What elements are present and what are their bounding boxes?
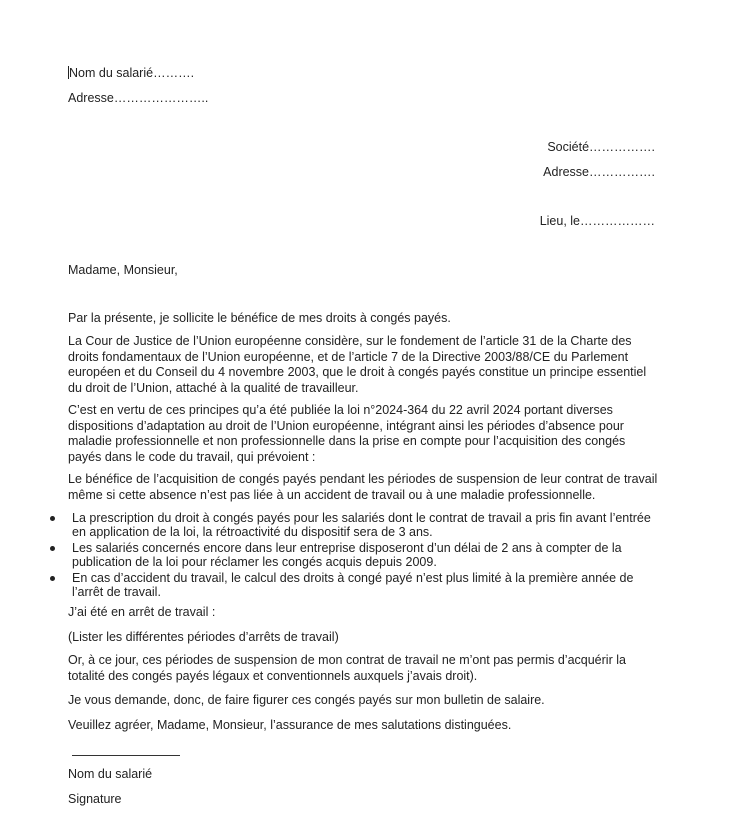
sender-address: Adresse…………………..	[68, 91, 209, 105]
paragraph-cjue: La Cour de Justice de l’Union européenne considère, sur le fondement de l’article 31 de la Charte des droits fondamentaux de l’Union européenne, et de l’article 7 de la Directive 2003/88/CE du Parlement européen et du Conseil du 4 novembre 2003, que le droit à congés payés constitue un principe essentiel du droit de l’Union, attaché à la qualité de travailleur.	[68, 334, 647, 395]
salutation: Madame, Monsieur,	[68, 263, 178, 277]
list-instruction: (Lister les différentes périodes d’arrêts de travail)	[68, 630, 339, 644]
recipient-address: Adresse…………….	[543, 165, 655, 179]
list-item-text: En cas d’accident du travail, le calcul des droits à congé payé n’est plus limité à la première année de l’arrêt de travail.	[72, 571, 634, 599]
paragraph-salutations: Veuillez agréer, Madame, Monsieur, l’assurance de mes salutations distinguées.	[68, 718, 512, 732]
arret-line: J’ai été en arrêt de travail :	[68, 605, 216, 619]
paragraph-intro: Par la présente, je sollicite le bénéfice de mes droits à congés payés.	[68, 311, 451, 325]
paragraph-demande: Je vous demande, donc, de faire figurer ces congés payés sur mon bulletin de salaire.	[68, 693, 545, 707]
place-date: Lieu, le………………	[539, 214, 655, 228]
recipient-company: Société…………….	[547, 140, 655, 154]
bullet-icon	[50, 576, 55, 581]
paragraph-suspension: Or, à ce jour, ces périodes de suspension de mon contrat de travail ne m’ont pas permis d’acquérir la totalité des congés payés légaux et conventionnels auxquels j’avais droit).	[68, 653, 626, 683]
bullet-icon	[50, 516, 55, 521]
paragraph-loi: C’est en vertu de ces principes qu’a été publiée la loi n°2024-364 du 22 avril 2024 portant diverses dispositions d’adaptation au droit de l’Union européenne, intégrant ainsi les périodes d’absence pour maladie professionnelle et non professionnelle dans la prise en compte pour l’acquisition des congés payés dans le code du travail, qui prévoient :	[68, 403, 626, 464]
list-item	[50, 542, 660, 569]
signature-name: Nom du salarié	[68, 767, 153, 781]
list-item	[50, 572, 660, 599]
signature-label: Signature	[68, 792, 122, 806]
bullet-icon	[50, 546, 55, 551]
sender-name	[68, 65, 194, 81]
sender-name-text: Nom du salarié……….	[69, 66, 195, 80]
list-item	[50, 512, 660, 539]
list-item-text: Les salariés concernés encore dans leur entreprise disposeront d’un délai de 2 ans à compter de la publication de la loi pour réclamer les congés acquis depuis 2009.	[72, 541, 622, 569]
list-item-text: La prescription du droit à congés payés pour les salariés dont le contrat de travail a pris fin avant l’entrée en application de la loi, la rétroactivité du dispositif sera de 3 ans.	[72, 511, 651, 539]
bullet-list	[50, 512, 660, 602]
paragraph-benefice: Le bénéfice de l’acquisition de congés payés pendant les périodes de suspension de leur contrat de travail même si cette absence n’est pas liée à un accident de travail ou à une maladie professionnelle.	[68, 472, 658, 502]
signature-line	[72, 755, 180, 756]
